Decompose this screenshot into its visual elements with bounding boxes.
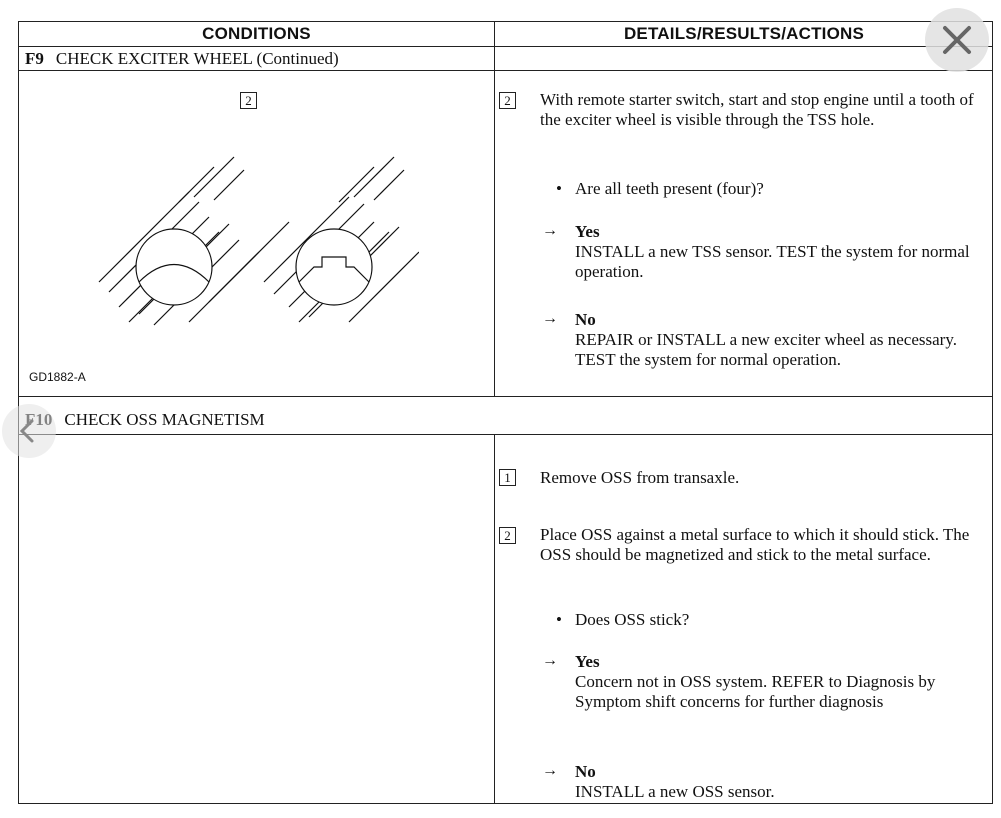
- f10-yes-arrow-icon: →: [542, 652, 558, 669]
- f10-yes-label: Yes: [575, 652, 600, 671]
- f9-yes-arrow-icon: →: [542, 222, 558, 239]
- f9-title-divider: [494, 47, 495, 71]
- f10-step1-text: Remove OSS from transaxle.: [540, 468, 740, 487]
- f9-no-label: No: [575, 310, 596, 329]
- f10-question-bullet: •: [556, 610, 562, 629]
- previous-button[interactable]: [2, 404, 56, 458]
- exciter-wheel-figure: [79, 142, 419, 332]
- f10-column-divider: [494, 434, 495, 804]
- close-icon: [925, 8, 989, 72]
- f10-top-rule: [19, 396, 992, 397]
- section-f10-title: [25, 410, 265, 430]
- f10-step2-text: Place OSS against a metal surface to which it should stick. The OSS should be magnetized and stick to the metal surface.: [540, 525, 970, 564]
- f9-no-arrow-icon: →: [542, 310, 558, 327]
- f9-title-rule: [19, 70, 992, 71]
- f9-no-response: [575, 310, 987, 370]
- f10-step1-box: 1: [499, 469, 516, 486]
- f9-question: Are all teeth present (four)?: [575, 179, 764, 198]
- header-details: DETAILS/RESULTS/ACTIONS: [623, 24, 865, 43]
- f9-yes-label: Yes: [575, 222, 600, 241]
- f10-no-label: No: [575, 762, 596, 781]
- header-conditions: CONDITIONS: [202, 24, 311, 43]
- section-f9-title: [25, 49, 339, 69]
- f9-column-divider: [494, 71, 495, 396]
- f9-step-text: With remote starter switch, start and stop engine until a tooth of the exciter wheel is visible through the TSS hole.: [540, 90, 974, 129]
- f10-title-rule: [19, 434, 992, 435]
- section-f9-text: CHECK EXCITER WHEEL (Continued): [55, 49, 339, 68]
- f9-no-action: REPAIR or INSTALL a new exciter wheel as necessary. TEST the system for normal operation.: [575, 330, 957, 369]
- f10-yes-response: [575, 652, 975, 712]
- f10-no-response: [575, 762, 975, 802]
- f10-yes-action: Concern not in OSS system. REFER to Diagnosis by Symptom shift concerns for further diagnosis: [575, 672, 936, 711]
- f10-question: Does OSS stick?: [575, 610, 690, 629]
- f10-no-arrow-icon: →: [542, 762, 558, 779]
- f9-step-box: 2: [499, 92, 516, 109]
- f9-question-bullet: •: [556, 179, 562, 198]
- f9-yes-action: INSTALL a new TSS sensor. TEST the system for normal operation.: [575, 242, 970, 281]
- f9-yes-response: [575, 222, 975, 282]
- header-rule: [19, 46, 992, 47]
- close-button[interactable]: [925, 8, 989, 72]
- f10-no-action: INSTALL a new OSS sensor.: [575, 782, 775, 801]
- header-divider: [494, 22, 495, 47]
- figure-step-box: 2: [240, 92, 257, 109]
- chevron-left-icon: [2, 404, 56, 458]
- figure-id-label: GD1882-A: [29, 370, 86, 384]
- f10-step2-box: 2: [499, 527, 516, 544]
- diagnostic-table: [18, 21, 993, 804]
- section-f10-text: CHECK OSS MAGNETISM: [64, 410, 265, 429]
- section-f9-code: F9: [25, 49, 44, 68]
